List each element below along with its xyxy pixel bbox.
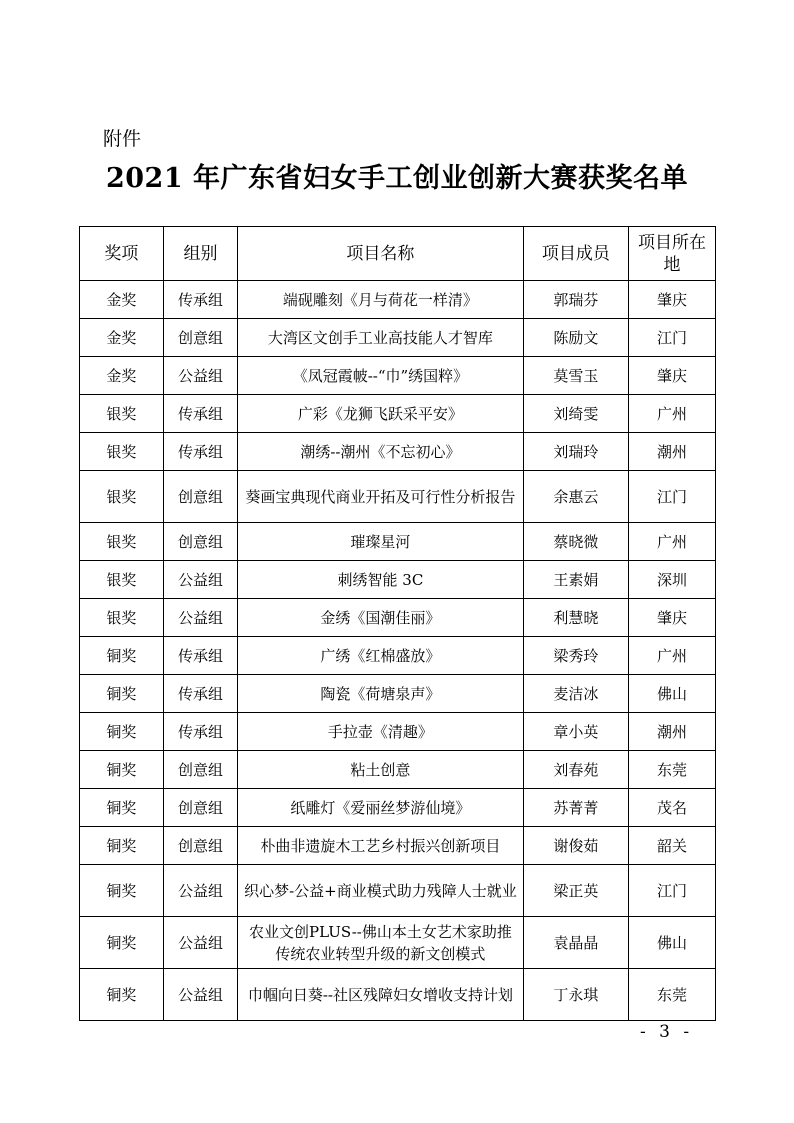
location-cell: 茂名 [629, 789, 716, 827]
table-row [80, 319, 716, 357]
location-cell: 潮州 [629, 713, 716, 751]
table-row [80, 599, 716, 637]
group-cell: 传承组 [163, 637, 237, 675]
award-cell: 铜奖 [80, 865, 164, 917]
project-name-cell: 广绣《红棉盛放》 [238, 637, 523, 675]
project-name-cell: 广彩《龙狮飞跃采平安》 [238, 395, 523, 433]
table-row [80, 471, 716, 523]
page-number: - 3 - [640, 1022, 694, 1042]
table-row [80, 675, 716, 713]
group-cell: 传承组 [163, 713, 237, 751]
award-cell: 金奖 [80, 357, 164, 395]
project-name-cell: 璀璨星河 [238, 523, 523, 561]
location-cell: 肇庆 [629, 357, 716, 395]
group-cell: 公益组 [163, 865, 237, 917]
award-cell: 铜奖 [80, 713, 164, 751]
award-cell: 铜奖 [80, 827, 164, 865]
location-cell: 肇庆 [629, 599, 716, 637]
project-name-cell: 粘土创意 [238, 751, 523, 789]
location-cell: 肇庆 [629, 281, 716, 319]
members-cell: 刘春苑 [523, 751, 628, 789]
award-cell: 铜奖 [80, 751, 164, 789]
table-row [80, 357, 716, 395]
table-header-row [80, 227, 716, 281]
award-cell: 银奖 [80, 561, 164, 599]
award-cell: 银奖 [80, 395, 164, 433]
table-row [80, 281, 716, 319]
header-award: 奖项 [80, 227, 164, 281]
group-cell: 创意组 [163, 319, 237, 357]
award-table [79, 226, 716, 1021]
table-row [80, 827, 716, 865]
project-name-cell: 大湾区文创手工业高技能人才智库 [238, 319, 523, 357]
group-cell: 传承组 [163, 281, 237, 319]
award-cell: 铜奖 [80, 675, 164, 713]
location-cell: 广州 [629, 523, 716, 561]
group-cell: 公益组 [163, 969, 237, 1021]
group-cell: 公益组 [163, 917, 237, 969]
members-cell: 蔡晓微 [523, 523, 628, 561]
award-cell: 银奖 [80, 471, 164, 523]
members-cell: 莫雪玉 [523, 357, 628, 395]
location-cell: 广州 [629, 395, 716, 433]
members-cell: 刘瑞玲 [523, 433, 628, 471]
group-cell: 创意组 [163, 827, 237, 865]
project-name-cell: 巾帼向日葵--社区残障妇女增收支持计划 [238, 969, 523, 1021]
project-name-cell: 织心梦-公益+商业模式助力残障人士就业 [238, 865, 523, 917]
award-cell: 铜奖 [80, 917, 164, 969]
members-cell: 丁永琪 [523, 969, 628, 1021]
document-title: 2021 年广东省妇女手工创业创新大赛获奖名单 [105, 163, 689, 194]
members-cell: 麦洁冰 [523, 675, 628, 713]
project-name-cell: 刺绣智能 3C [238, 561, 523, 599]
members-cell: 郭瑞芬 [523, 281, 628, 319]
award-cell: 银奖 [80, 433, 164, 471]
location-cell: 深圳 [629, 561, 716, 599]
members-cell: 苏菁菁 [523, 789, 628, 827]
table-row [80, 865, 716, 917]
table-row [80, 561, 716, 599]
table-row [80, 751, 716, 789]
members-cell: 章小英 [523, 713, 628, 751]
project-name-cell: 金绣《国潮佳丽》 [238, 599, 523, 637]
group-cell: 创意组 [163, 751, 237, 789]
table-row [80, 523, 716, 561]
members-cell: 袁晶晶 [523, 917, 628, 969]
project-name-cell: 潮绣--潮州《不忘初心》 [238, 433, 523, 471]
attachment-label: 附件 [103, 128, 142, 150]
project-name-cell: 端砚雕刻《月与荷花一样清》 [238, 281, 523, 319]
award-cell: 银奖 [80, 599, 164, 637]
table-row [80, 395, 716, 433]
award-cell: 铜奖 [80, 969, 164, 1021]
project-name-cell: 陶瓷《荷塘泉声》 [238, 675, 523, 713]
location-cell: 江门 [629, 471, 716, 523]
award-cell: 银奖 [80, 523, 164, 561]
project-name-cell: 农业文创PLUS--佛山本土女艺术家助推传统农业转型升级的新文创模式 [238, 917, 523, 969]
table-row [80, 969, 716, 1021]
members-cell: 梁秀玲 [523, 637, 628, 675]
location-cell: 佛山 [629, 675, 716, 713]
group-cell: 传承组 [163, 395, 237, 433]
location-cell: 江门 [629, 319, 716, 357]
project-name-cell: 朴曲非遗旋木工艺乡村振兴创新项目 [238, 827, 523, 865]
project-name-cell: 纸雕灯《爱丽丝梦游仙境》 [238, 789, 523, 827]
group-cell: 创意组 [163, 789, 237, 827]
group-cell: 创意组 [163, 471, 237, 523]
award-cell: 金奖 [80, 281, 164, 319]
group-cell: 公益组 [163, 599, 237, 637]
table-row [80, 789, 716, 827]
location-cell: 东莞 [629, 969, 716, 1021]
members-cell: 利慧晓 [523, 599, 628, 637]
members-cell: 梁正英 [523, 865, 628, 917]
members-cell: 陈励文 [523, 319, 628, 357]
table-row [80, 433, 716, 471]
group-cell: 创意组 [163, 523, 237, 561]
header-members: 项目成员 [523, 227, 628, 281]
award-cell: 铜奖 [80, 789, 164, 827]
project-name-cell: 《凤冠霞帔--“巾”绣国粹》 [238, 357, 523, 395]
table-row [80, 917, 716, 969]
location-cell: 东莞 [629, 751, 716, 789]
location-cell: 佛山 [629, 917, 716, 969]
members-cell: 谢俊茹 [523, 827, 628, 865]
members-cell: 余惠云 [523, 471, 628, 523]
award-cell: 铜奖 [80, 637, 164, 675]
location-cell: 韶关 [629, 827, 716, 865]
location-cell: 潮州 [629, 433, 716, 471]
group-cell: 公益组 [163, 357, 237, 395]
table-row [80, 637, 716, 675]
project-name-cell: 葵画宝典现代商业开拓及可行性分析报告 [238, 471, 523, 523]
table-row [80, 713, 716, 751]
header-location: 项目所在地 [629, 227, 716, 281]
members-cell: 王素娟 [523, 561, 628, 599]
group-cell: 公益组 [163, 561, 237, 599]
group-cell: 传承组 [163, 675, 237, 713]
award-cell: 金奖 [80, 319, 164, 357]
project-name-cell: 手拉壶《清趣》 [238, 713, 523, 751]
header-project-name: 项目名称 [238, 227, 523, 281]
group-cell: 传承组 [163, 433, 237, 471]
members-cell: 刘绮雯 [523, 395, 628, 433]
header-group: 组别 [163, 227, 237, 281]
location-cell: 江门 [629, 865, 716, 917]
location-cell: 广州 [629, 637, 716, 675]
